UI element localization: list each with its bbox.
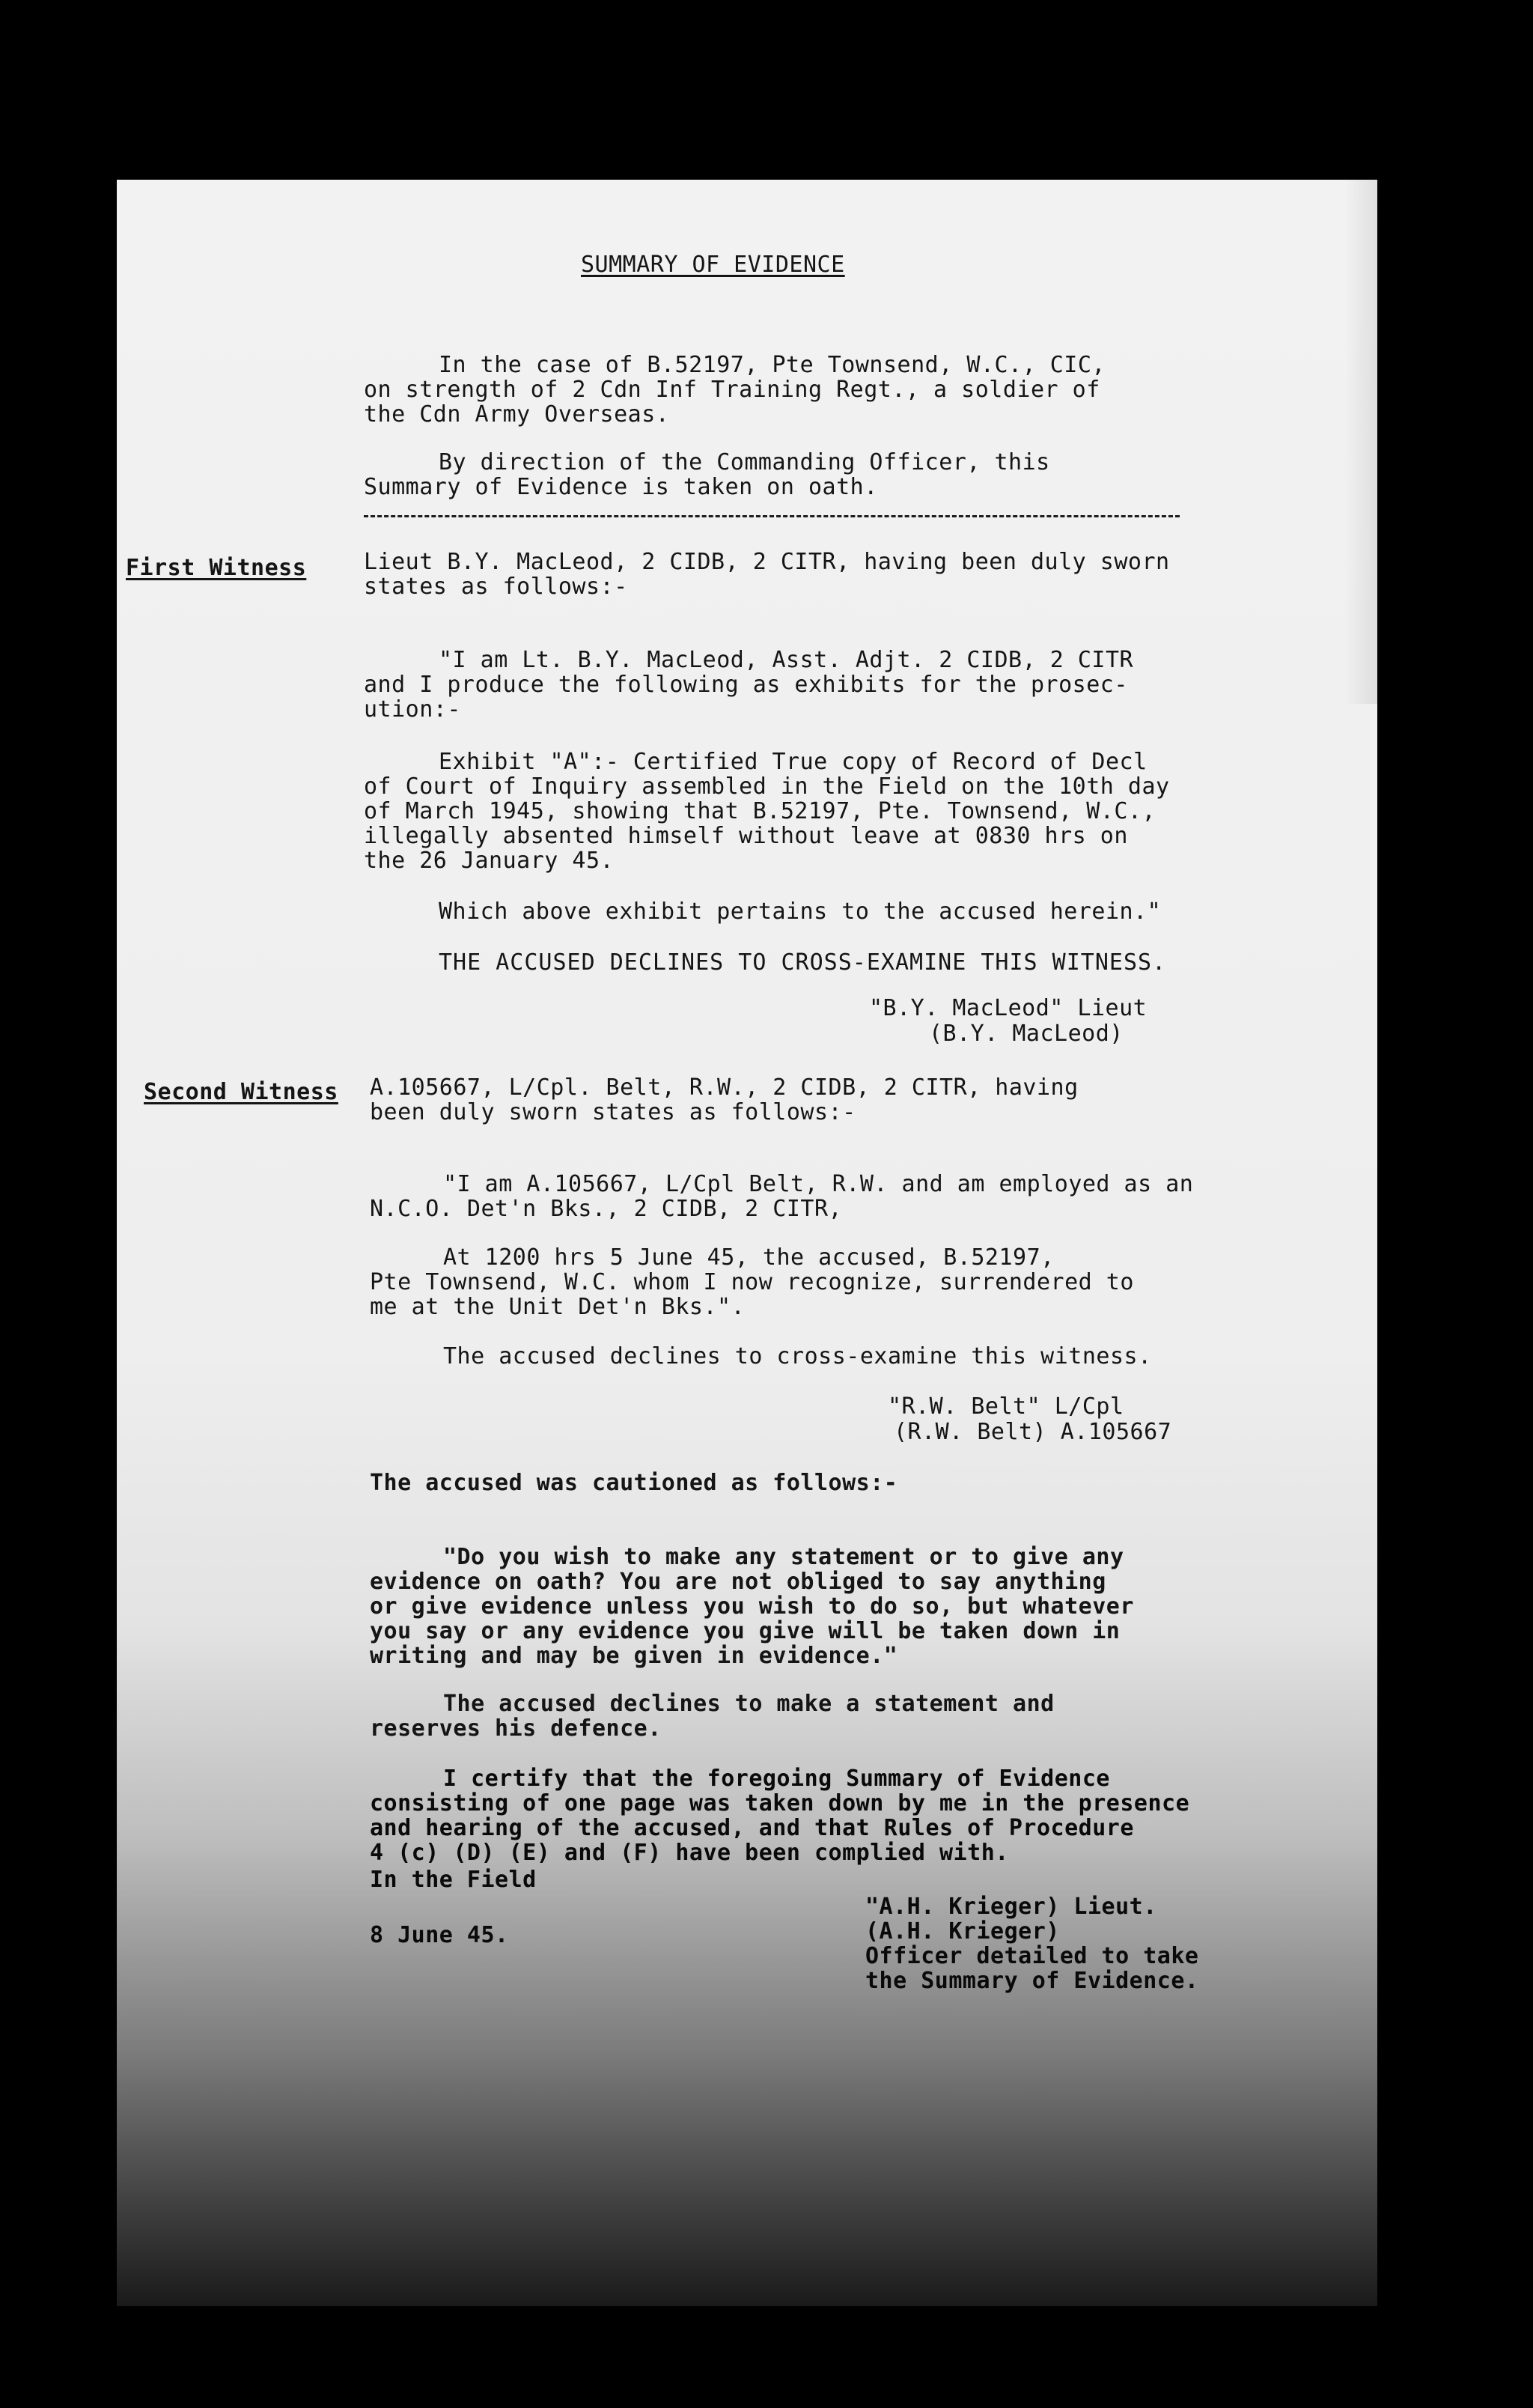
- second-witness-statement-paragraph: [370, 1147, 1365, 1221]
- certify-paragraph: [370, 1742, 1365, 1865]
- first-witness-statement-paragraph: [364, 623, 1359, 722]
- second-witness-signature-line2: (R.W. Belt) A.105667: [894, 1419, 1172, 1445]
- document-title: SUMMARY OF EVIDENCE: [581, 252, 845, 278]
- date-text: 8 June 45.: [370, 1922, 509, 1948]
- second-witness-sworn: A.105667, L/Cpl. Belt, R.W., 2 CIDB, 2 CITR, having been duly sworn states as follows:-: [370, 1074, 1079, 1125]
- pertains-text: Which above exhibit pertains to the accused herein.": [439, 899, 1162, 925]
- second-witness-statement: "I am A.105667, L/Cpl Belt, R.W. and am employed as an N.C.O. Det'n Bks., 2 CIDB, 2 CITR,: [370, 1171, 1194, 1222]
- second-witness-signature-line1: "R.W. Belt" L/Cpl: [888, 1393, 1124, 1420]
- first-witness-declines: THE ACCUSED DECLINES TO CROSS-EXAMINE THIS WITNESS.: [439, 949, 1167, 976]
- first-witness-label: First Witness: [126, 555, 307, 581]
- exhibit-paragraph: [364, 725, 1359, 873]
- first-witness-statement: "I am Lt. B.Y. MacLeod, Asst. Adjt. 2 CIDB, 2 CITR and I produce the following as exhibits for the prosec- ution:-: [364, 647, 1134, 723]
- officer-signature-block: "A.H. Krieger) Lieut. (A.H. Krieger) Officer detailed to take the Summary of Evidence.: [865, 1894, 1199, 1994]
- direction-paragraph: [364, 425, 1359, 499]
- first-witness-sworn: Lieut B.Y. MacLeod, 2 CIDB, 2 CITR, having been duly sworn states as follows:-: [364, 549, 1170, 600]
- first-witness-declines-paragraph: [364, 925, 1359, 975]
- surrender-paragraph: [370, 1220, 1365, 1319]
- caution-text: "Do you wish to make any statement or to give any evidence on oath? You are not obliged to say anything or give evidence unless you wish to do so, but whatever you say or any evidence you give will be taken down in writing and may be given in evidence.": [370, 1544, 1134, 1669]
- reserves-text: The accused declines to make a statement and reserves his defence.: [370, 1691, 1055, 1742]
- case-intro-paragraph: [364, 328, 1359, 427]
- certify-text: I certify that the foregoing Summary of Evidence consisting of one page was taken down by me in the presence and hearing of the accused, and that Rules of Procedure 4 (c) (D) (E) and (F) have been complied with.: [370, 1766, 1190, 1866]
- exhibit-text: Exhibit "A":- Certified True copy of Record of Decl of Court of Inquiry assembled in the Field on the 10th day of March 1945, showing that B.52197, Pte. Townsend, W.C., illegally absented himself without leave at 0830 hrs on the 26 January 45.: [364, 749, 1170, 874]
- second-witness-label: Second Witness: [144, 1079, 338, 1105]
- second-witness-declines: The accused declines to cross-examine this witness.: [443, 1343, 1152, 1369]
- place-text: In the Field: [370, 1867, 537, 1893]
- caution-paragraph: [370, 1520, 1365, 1668]
- pertains-paragraph: [364, 875, 1359, 924]
- surrender-text: At 1200 hrs 5 June 45, the accused, B.52197, Pte Townsend, W.C. whom I now recognize, surrendered to me at the Unit Det'n Bks.".: [370, 1244, 1134, 1320]
- first-witness-signature-line2: (B.Y. MacLeod): [929, 1021, 1124, 1047]
- reserves-paragraph: [370, 1667, 1365, 1741]
- section-divider: [364, 515, 1180, 517]
- caution-intro: The accused was cautioned as follows:-: [370, 1470, 898, 1496]
- second-witness-declines-paragraph: [370, 1319, 1365, 1369]
- direction-text: By direction of the Commanding Officer, this Summary of Evidence is taken on oath.: [364, 449, 1050, 500]
- case-intro-text: In the case of B.52197, Pte Townsend, W.C., CIC, on strength of 2 Cdn Inf Training Regt., a soldier of the Cdn Army Overseas.: [364, 352, 1106, 428]
- document-page: [117, 180, 1377, 2306]
- first-witness-signature-line1: "B.Y. MacLeod" Lieut: [869, 995, 1148, 1021]
